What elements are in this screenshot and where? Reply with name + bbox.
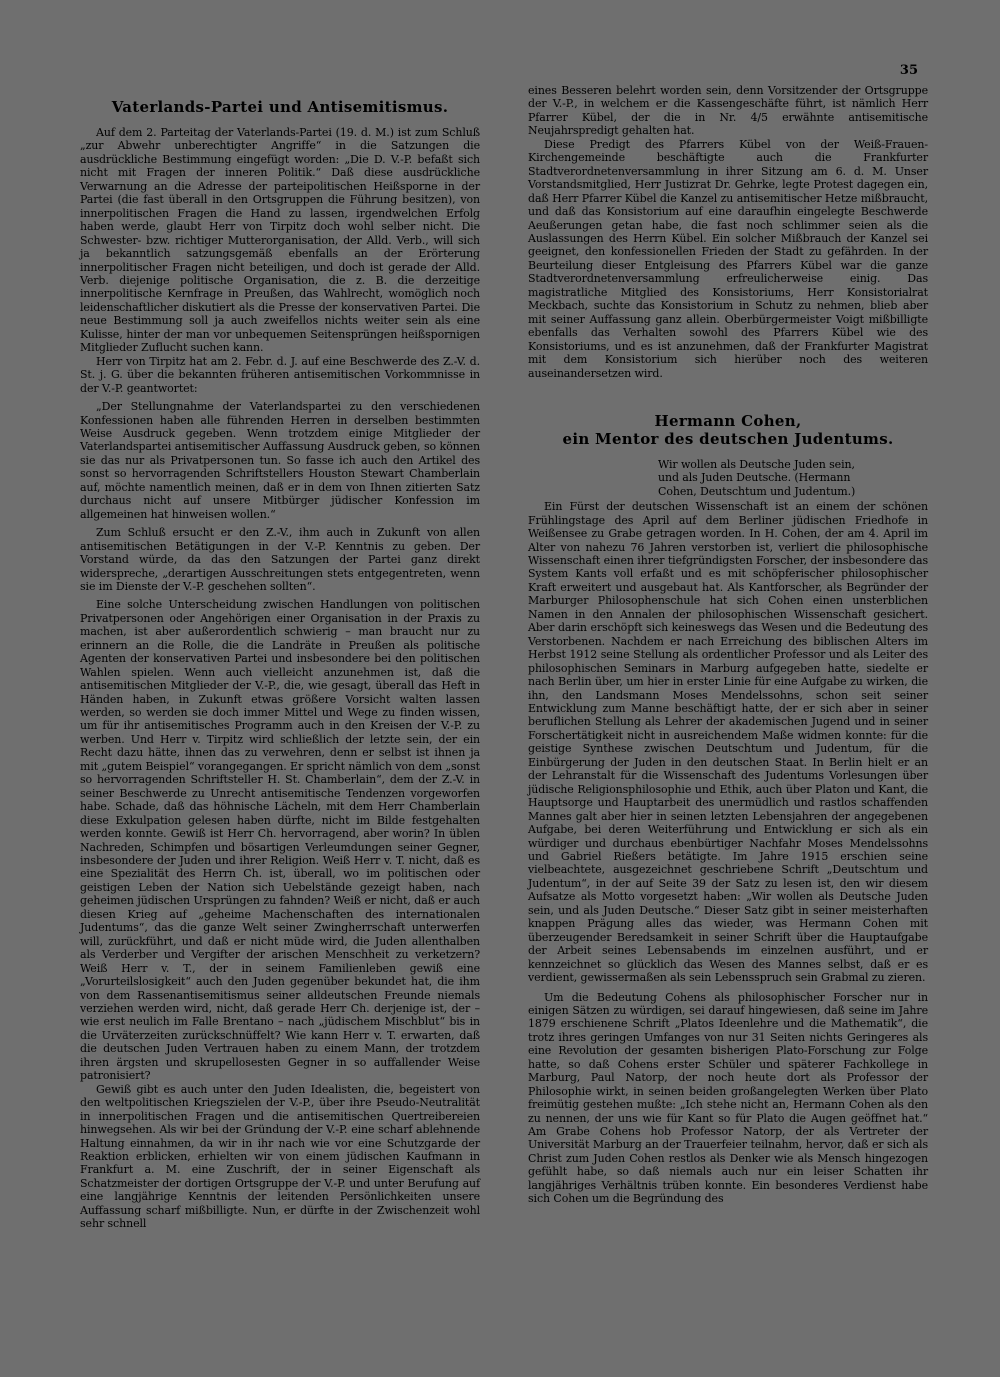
left-column (80, 84, 480, 1231)
article-title-cohen-line2: ein Mentor des deutschen Judentums. (562, 429, 894, 448)
article-paragraph: Auf dem 2. Parteitag der Vaterlands-Partei (19. d. M.) ist zum Schluß „zur Abwehr unberechtigter Angriffe“ in die Satzungen die ausdrückliche Bestimmung eingefügt worden: „Die D. V.-P. befaßt sich nicht mit Fragen der inneren Politik.“ Daß diese ausdrückliche Verwarnung an die Adresse der parteipolitischen Heißsporne in der Partei (die fast überall in den Ortsgruppen die Führung besitzen), von innerpolitischen Fragen die Hand zu lassen, irgendwelchen Erfolg haben werde, glaubt Herr von Tirpitz doch wohl selber nicht. Die Schwester- bzw. richtiger Mutterorganisation, der Alld. Verb., will sich ja bekanntlich satzungsgemäß ebenfalls an der Erörterung innerpolitischer Fragen nicht beteiligen, und doch ist gerade der Alld. Verb. diejenige politische Organisation, die z. B. die derzeitige innerpolitische Kernfrage in Preußen, das Wahlrecht, womöglich noch leidenschaftlicher diskutiert als die Presse der konservativen Partei. Die neue Bestimmung soll ja auch zweifellos nichts weiter sein als eine Kulisse, hinter der man vor unbequemen Seitensprüngen heißspornigen Mitglieder Zuflucht suchen kann. (80, 126, 480, 355)
epigraph-line: und als Juden Deutsche. (Hermann (658, 471, 851, 485)
article-continuation: eines Besseren belehrt worden sein, denn Vorsitzender der Ortsgruppe der V.-P., in welchem er die Kassengeschäfte führt, ist nämlich Herr Pfarrer Kübel, der die in Nr. 4/5 erwähnte antisemitische Neujahrspredigt gehalten hat. (528, 84, 928, 138)
article-title-vaterlandspartei: Vaterlands-Partei und Antisemitismus. (111, 98, 449, 116)
article-paragraph: Diese Predigt des Pfarrers Kübel von der Weiß-Frauen-Kirchengemeinde beschäftigte auch die Frankfurter Stadtverordnetenversammlung in ihrer Sitzung am 6. d. M. Unser Vorstandsmitglied, Herr Justizrat Dr. Gehrke, legte Protest dagegen ein, daß Herr Pfarrer Kübel die Kanzel zu antisemitischer Hetze mißbraucht, und daß das Konsistorium auf eine daraufhin eingelegte Beschwerde Aeußerungen getan habe, die fast noch schlimmer seien als die Auslassungen des Herrn Kübel. Ein solcher Mißbrauch der Kanzel sei geeignet, den konfessionellen Frieden der Stadt zu gefährden. In der Beurteilung dieser Entgleisung des Pfarrers Kübel war die ganze Stadtverordnetenversammlung erfreulicherweise einig. Das magistratliche Mitglied des Konsistoriums, Herr Konsistorialrat Meckbach, suchte das Konsistorium in Schutz zu nehmen, blieb aber mit seiner Auffassung ganz allein. Oberbürgermeister Voigt mißbilligte ebenfalls das Verhalten sowohl des Pfarrers Kübel wie des Konsistoriums, und es ist anzunehmen, daß der Frankfurter Magistrat mit dem Konsistorium sich hierüber noch des weiteren auseinandersetzen wird. (528, 137, 928, 380)
article-title-cohen-line1: Hermann Cohen, (654, 411, 802, 430)
quoted-letter: „Der Stellungnahme der Vaterlandspartei zu den verschiedenen Konfessionen haben alle führenden Herren in derselben bestimmten Weise Ausdruck gegeben. Wenn trotzdem einige Mitglieder der Vaterlandspartei antisemitischer Auffassung Ausdruck geben, so können sie das nur als Privatpersonen tun. So fasse ich auch den Artikel des sonst so hervorragenden Schriftstellers Houston Stewart Chamberlain auf, möchte namentlich meinen, daß er in dem von Ihnen zitierten Satz durchaus nicht auf unsere Mitbürger jüdischer Konfession im allgemeinen hat hinweisen wollen.“ (80, 400, 480, 521)
article-paragraph: Um die Bedeutung Cohens als philosophischer Forscher nur in einigen Sätzen zu würdigen, sei darauf hingewiesen, daß seine im Jahre 1879 erschienene Schrift „Platos Ideenlehre und die Mathematik“, die trotz ihres geringen Umfanges von nur 31 Seiten nichts Geringeres als eine Revolution der gesamten bisherigen Plato-Forschung zur Folge hatte, so daß Cohens erster Schüler und späterer Fachkollege in Marburg, Paul Natorp, der noch heute dort als Professor der Philosophie wirkt, in seinen beiden großangelegten Werken über Plato freimütig gestehen mußte: „Ich stehe nicht an, Hermann Cohen als den zu nennen, der uns wie für Kant so für Plato die Augen geöffnet hat.“ Am Grabe Cohens hob Professor Natorp, der als Vertreter der Universität Marburg an der Trauerfeier teilnahm, hervor, daß er sich als Christ zum Juden Cohen restlos als Denker wie als Mensch hingezogen gefühlt habe, so daß niemals auch nur ein leiser Schatten ihr langjähriges Verhältnis trüben konnte. Ein besonderes Verdienst habe sich Cohen um die Begründung des (528, 990, 928, 1206)
page-number: 35 (899, 63, 918, 78)
right-column (528, 84, 928, 1206)
epigraph-line: Wir wollen als Deutsche Juden sein, (658, 457, 855, 471)
article-paragraph: Herr von Tirpitz hat am 2. Febr. d. J. auf eine Beschwerde des Z.-V. d. St. j. G. über die bekannten früheren antisemitischen Vorkommnisse in der V.-P. geantwortet: (80, 354, 480, 395)
epigraph (658, 458, 928, 498)
article-paragraph: Zum Schluß ersucht er den Z.-V., ihm auch in Zukunft von allen antisemitischen Betätigungen in der V.-P. Kenntnis zu geben. Der Vorstand würde, da das den Satzungen der Partei ganz direkt widerspreche, „derartigen Ausschreitungen stets entgegentreten, wenn sie im Dienste der V.-P. geschehen sollten“. (80, 526, 480, 593)
epigraph-line: Cohen, Deutschtum und Judentum.) (658, 484, 856, 498)
article-paragraph: Ein Fürst der deutschen Wissenschaft ist an einem der schönen Frühlingstage des April auf dem Berliner jüdischen Friedhofe in Weißensee zu Grabe getragen worden. In H. Cohen, der am 4. April im Alter von nahezu 76 Jahren verstorben ist, verliert die philosophische Wissenschaft einen ihrer tiefgründigsten Forscher, der insbesondere das System Kants voll erfaßt und es mit schöpferischer philosophischer Kraft erweitert und ausgebaut hat. Als Kantforscher, als Begründer der Marburger Philosophenschule hat sich Cohen einen unsterblichen Namen in den Annalen der philosophischen Wissenschaft gesichert. Aber darin erschöpft sich keineswegs das Wesen und die Bedeutung des Verstorbenen. Nachdem er nach Erreichung des biblischen Alters im Herbst 1912 seine Stellung als ordentlicher Professor und als Leiter des philosophischen Seminars in Marburg aufgegeben hatte, siedelte er nach Berlin über, um hier in erster Linie für eine Aufgabe zu wirken, die ihn, den Landsmann Moses Mendelssohns, schon seit seiner Entwicklung zum Manne beschäftigt hatte, der er sich aber in seiner beruflichen Stellung als Lehrer der akademischen Jugend und in seiner Forschertätigkeit nicht in ausreichendem Maße widmen konnte: für die geistige Synthese zwischen Deutschtum und Judentum, für die Einbürgerung der Juden in den deutschen Staat. In Berlin hielt er an der Lehranstalt für die Wissenschaft des Judentums Vorlesungen über jüdische Religionsphilosophie und Ethik, auch über Platon und Kant, die Hauptsorge und Hauptarbeit des unermüdlich und rastlos schaffenden Mannes galt aber hier in seinen letzten Lebensjahren der angegebenen Aufgabe, bei deren Weiterführung und Entwicklung er sich als ein würdiger und durchaus ebenbürtiger Nachfahr Moses Mendelssohns und Gabriel Rießers betätigte. Im Jahre 1915 erschien seine vielbeachtete, ausgezeichnet geschriebene Schrift „Deutschtum und Judentum“, in der auf Seite 39 der Satz zu lesen ist, den wir diesem Aufsatze als Motto vorgesetzt haben: „Wir wollen als Deutsche Juden sein, und als Juden Deutsche.“ Dieser Satz gibt in seiner meisterhaften knappen Prägung alles das wieder, was Hermann Cohen mit überzeugender Beredsamkeit in seiner Schrift über die Hauptaufgabe der Arbeit seines Lebensabends im einzelnen ausführt, und er kennzeichnet so glücklich das Wesen des Mannes selbst, daß er es verdient, gewissermaßen als sein Lebensspruch sein Grabmal zu zieren. (528, 500, 928, 985)
article-paragraph: Gewiß gibt es auch unter den Juden Idealisten, die, begeistert von den weltpolitischen Kriegszielen der V.-P., über ihre Pseudo-Neutralität in innerpolitischen Fragen und die antisemitischen Quertreibereien hinwegsehen. Als wir bei der Gründung der V.-P. eine scharf ablehnende Haltung einnahmen, da wir in ihr nach wie vor eine Schutzgarde der Reaktion erblicken, erhielten wir von einem jüdischen Kaufmann in Frankfurt a. M. eine Zuschrift, der in seiner Eigenschaft als Schatzmeister der dortigen Ortsgruppe der V.-P. und unter Berufung auf eine langjährige Kenntnis der leitenden Persönlichkeiten unsere Auffassung scharf mißbilligte. Nun, er dürfte in der Zwischenzeit wohl sehr schnell (80, 1082, 480, 1231)
article-paragraph: Eine solche Unterscheidung zwischen Handlungen von politischen Privatpersonen oder Angehörigen einer Organisation in der Praxis zu machen, ist aber außerordentlich schwierig – man braucht nur zu erinnern an die Rolle, die die Landräte in Preußen als politische Agenten der konservativen Partei und insbesondere bei den politischen Wahlen spielen. Wenn auch vielleicht anzunehmen ist, daß die antisemitischen Mitglieder der V.-P., die, wie gesagt, überall das Heft in Händen haben, in Zukunft etwas größere Vorsicht walten lassen werden, so werden sie doch immer Mittel und Wege zu finden wissen, um für ihr antisemitisches Programm auch in den Kreisen der V.-P. zu werben. Und Herr v. Tirpitz wird schließlich der letzte sein, der ein Recht dazu hätte, ihnen das zu verwehren, denn er selbst ist ihnen ja mit „gutem Beispiel“ vorangegangen. Er spricht nämlich von dem „sonst so hervorragenden Schriftsteller H. St. Chamberlain“, dem der Z.-V. in seiner Beschwerde zu Unrecht antisemitische Tendenzen vorgeworfen habe. Schade, daß das höhnische Lächeln, mit dem Herr Chamberlain diese Exkulpation gelesen haben dürfte, nicht im Bilde festgehalten werden konnte. Gewiß ist Herr Ch. hervorragend, aber worin? In üblen Nachreden, Schimpfen und bösartigen Verleumdungen seiner Gegner, insbesondere der Juden und ihrer Religion. Weiß Herr v. T. nicht, daß es eine Spezialität des Herrn Ch. ist, überall, wo im politischen oder geistigen Leben der Nation sich Uebelstände gezeigt haben, nach geheimen jüdischen Ursprüngen zu fahnden? Weiß er nicht, daß er auch diesen Krieg auf „geheime Machenschaften des internationalen Judentums“, das die ganze Welt seiner Zwingherrschaft unterwerfen will, zurückführt, und daß er nicht müde wird, die Juden allenthalben als Verderber und Vergifter der arischen Menschheit zu verketzern? Weiß Herr v. T., der in seinem Familienleben gewiß eine „Vorurteilslosigkeit“ auch den Juden gegenüber bekundet hat, die ihm von dem Rassenantisemitismus seiner alldeutschen Freunde niemals verziehen werden wird, nicht, daß gerade Herr Ch. derjenige ist, der – wie erst neulich im Falle Brentano – nach „jüdischem Mischblut“ bis in die Urväterzeiten zurückschnüffelt? Wie kann Herr v. T. erwarten, daß die deutschen Juden Vertrauen haben zu einem Mann, der trotzdem ihren ärgsten und skrupellosesten Gegner in so auffallender Weise patronisiert? (80, 598, 480, 1083)
